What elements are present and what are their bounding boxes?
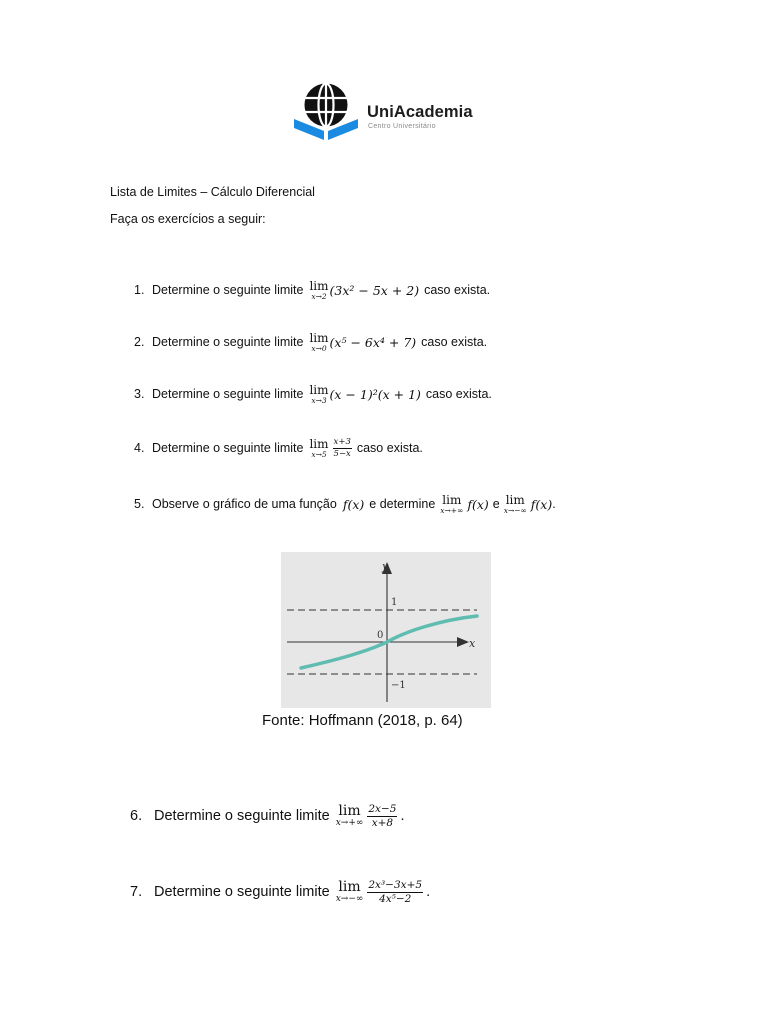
exercise-text: Determine o seguinte limite bbox=[154, 884, 330, 900]
exercise-1 bbox=[134, 280, 490, 301]
function-name: f(x) bbox=[530, 496, 553, 512]
exercise-text: Determine o seguinte limite bbox=[152, 441, 304, 456]
figure-caption: Fonte: Hoffmann (2018, p. 64) bbox=[262, 712, 463, 729]
limit-expression: (x⁵ − 6x⁴ + 7) bbox=[329, 334, 417, 350]
function-graph bbox=[281, 552, 491, 708]
exercise-text: Observe o gráfico de uma função bbox=[152, 497, 337, 512]
x-axis-label: x bbox=[469, 637, 476, 650]
limit-operator: lim x→−∞ bbox=[335, 879, 364, 904]
exercise-suffix: caso exista. bbox=[421, 335, 488, 350]
exercise-middle-text: e determine bbox=[369, 497, 436, 512]
exercise-number: 5. bbox=[134, 497, 145, 512]
brand-subtitle: Centro Universitário bbox=[368, 123, 436, 130]
exercise-7 bbox=[130, 880, 430, 904]
exercise-5 bbox=[134, 494, 556, 515]
exercise-text: Determine o seguinte limite bbox=[154, 808, 330, 824]
limit-operator: lim x→−∞ bbox=[503, 493, 527, 515]
worksheet-instruction: Faça os exercícios a seguir: bbox=[110, 212, 266, 226]
y-axis-label: y bbox=[382, 560, 389, 573]
function-name: f(x) bbox=[342, 496, 365, 512]
limit-expression: (x − 1)²(x + 1) bbox=[329, 386, 421, 402]
limit-operator: lim x→+∞ bbox=[440, 493, 464, 515]
brand-name: UniAcademia bbox=[367, 103, 473, 121]
exercise-end: . bbox=[400, 808, 405, 824]
exercise-number: 3. bbox=[134, 387, 145, 402]
limit-operator: lim x→+∞ bbox=[335, 803, 364, 828]
worksheet-title: Lista de Limites – Cálculo Diferencial bbox=[110, 185, 315, 199]
limit-expression: (3x² − 5x + 2) bbox=[329, 282, 420, 298]
exercise-3 bbox=[134, 384, 492, 405]
upper-asymptote-label: 1 bbox=[391, 597, 398, 608]
limit-fraction: $\frac{x+3}{5-x}$ bbox=[333, 437, 351, 459]
exercise-4 bbox=[134, 438, 423, 459]
exercise-text: Determine o seguinte limite bbox=[152, 283, 304, 298]
exercise-number: 6. bbox=[130, 808, 143, 824]
exercise-6 bbox=[130, 804, 404, 828]
limit-operator: lim x→0 bbox=[309, 331, 329, 353]
x-axis-arrow bbox=[457, 637, 469, 647]
origin-label: 0 bbox=[377, 630, 384, 641]
lower-asymptote-label: −1 bbox=[391, 680, 406, 691]
exercise-suffix: caso exista. bbox=[356, 441, 423, 456]
limit-operator: lim x→5 bbox=[309, 437, 329, 459]
exercise-number: 2. bbox=[134, 335, 145, 350]
exercise-text: Determine o seguinte limite bbox=[152, 335, 304, 350]
exercise-joiner: e bbox=[492, 497, 500, 512]
exercise-text: Determine o seguinte limite bbox=[152, 387, 304, 402]
exercise-2 bbox=[134, 332, 487, 353]
limit-operator: lim x→2 bbox=[309, 279, 329, 301]
limit-operator: lim x→3 bbox=[309, 383, 329, 405]
exercise-suffix: caso exista. bbox=[424, 283, 491, 298]
function-name: f(x) bbox=[467, 496, 489, 512]
limit-fraction: $\frac{2x-5}{x+8}$ bbox=[368, 803, 397, 829]
limit-fraction: $\frac{\text{2x³−3x+5}}{\text{4x⁵−2}}$ bbox=[368, 879, 423, 905]
exercise-end: . bbox=[426, 884, 431, 900]
exercise-number: 7. bbox=[130, 884, 143, 900]
exercise-number: 4. bbox=[134, 441, 145, 456]
exercise-end: . bbox=[552, 497, 556, 512]
exercise-number: 1. bbox=[134, 283, 145, 298]
exercise-suffix: caso exista. bbox=[425, 387, 492, 402]
uniacademia-logo-icon bbox=[292, 82, 360, 144]
